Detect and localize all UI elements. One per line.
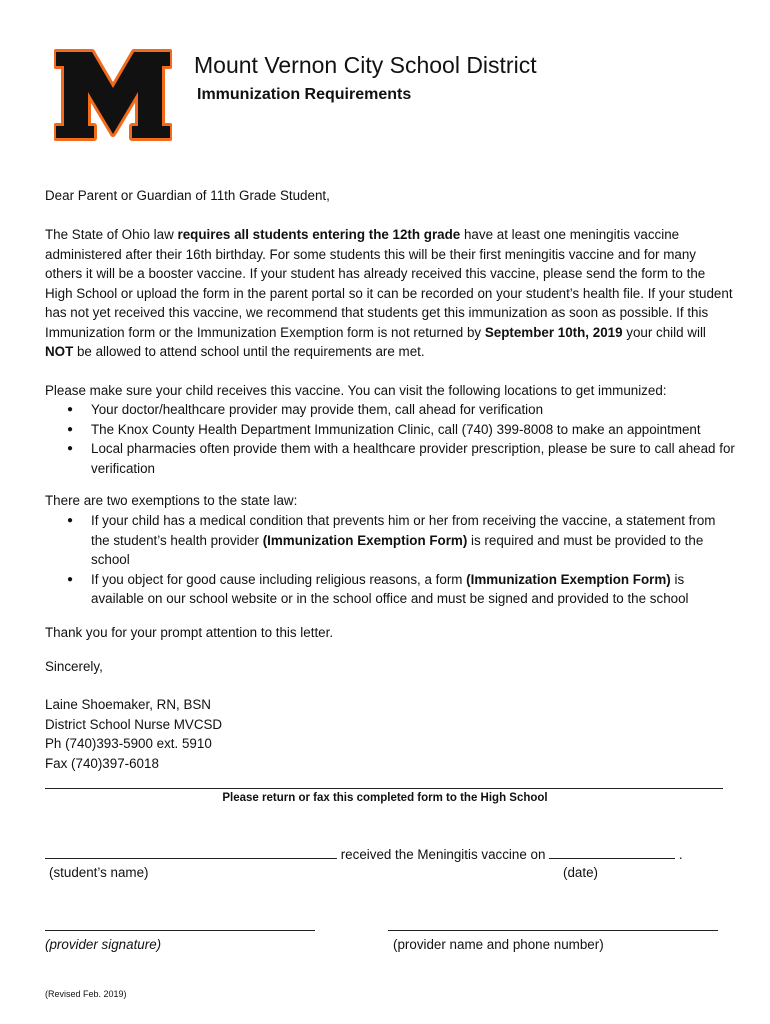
student-name-label: (student’s name) xyxy=(49,865,149,880)
p1-text-a: The State of Ohio law xyxy=(45,227,178,242)
date-label: (date) xyxy=(563,865,598,880)
exemption1-form: (Immunization Exemption Form) xyxy=(262,532,468,548)
signature-block xyxy=(45,695,735,773)
exemptions-intro: There are two exemptions to the state law: xyxy=(45,493,298,508)
school-logo xyxy=(54,46,172,142)
exemption2-text-c: is available on our school website or in the school office and must be signed and provided to the school xyxy=(91,571,689,606)
return-instruction: Please return or fax this completed form to the High School xyxy=(222,792,548,804)
received-text: received the Meningitis vaccine on xyxy=(337,847,550,862)
provider-signature-label xyxy=(45,935,161,955)
list-item: ● The Knox County Health Department Immunization Clinic, call (740) 399-8008 to make an appointment xyxy=(67,420,735,440)
document-subtitle: Immunization Requirements xyxy=(197,86,412,103)
divider xyxy=(45,788,723,789)
nurse-role: District School Nurse MVCSD xyxy=(45,716,223,732)
p1-text-g: be allowed to attend school until the requirements are met. xyxy=(73,344,425,359)
exemption1-text-a: If your child has a medical condition that prevents him or her from receiving the vaccine, a statement from the student’s health provider xyxy=(91,513,716,548)
revised-note: (Revised Feb. 2019) xyxy=(45,989,127,999)
period: . xyxy=(675,847,683,862)
exemption1-text-c: is required and must be provided to the school xyxy=(91,532,704,567)
greeting: Dear Parent or Guardian of 11th Grade Student, xyxy=(45,188,330,203)
district-title: Mount Vernon City School District xyxy=(194,52,537,78)
list-item: ● Local pharmacies often provide them with a healthcare provider prescription, please be sure to call ahead for verification xyxy=(67,439,735,478)
logo-m-letter xyxy=(56,52,170,138)
closing: Sincerely, xyxy=(45,659,103,674)
thanks: Thank you for your prompt attention to this letter. xyxy=(45,625,334,640)
main-paragraph xyxy=(45,225,735,362)
list-item xyxy=(67,570,735,609)
exemption2-form: (Immunization Exemption Form) xyxy=(466,571,671,587)
exemptions-list xyxy=(67,511,735,609)
list-item: ● Your doctor/healthcare provider may provide them, call ahead for verification xyxy=(67,400,735,420)
p1-text-e: your child will xyxy=(622,324,706,340)
date-field[interactable] xyxy=(549,846,675,859)
p1-deadline: September 10th, 2019 xyxy=(484,324,623,340)
provider-name-field[interactable] xyxy=(388,918,718,931)
student-name-field[interactable] xyxy=(45,846,337,859)
nurse-fax: Fax (740)397-6018 xyxy=(45,755,159,771)
provider-name-label: (provider name and phone number) xyxy=(393,937,604,952)
vaccine-received-line xyxy=(45,845,683,865)
p1-text-c: have at least one meningitis vaccine administered after their 16th birthday. For some students this will be their first meningitis vaccine and for many others it will be a booster vaccine. If your student has already received this vaccine, please send the form to the High School or upload the form in the parent portal so it can be recorded on your student’s health file. If your student has not yet received this vaccine, we recommend that students get this immunization as soon as possible. If this Immunization form or the Immunization Exemption form is not returned by xyxy=(45,227,733,340)
locations-list xyxy=(67,400,735,478)
p1-requirement: requires all students entering the 12th grade xyxy=(177,227,461,242)
exemption2-text-a: If you object for good cause including religious reasons, a form xyxy=(91,571,467,587)
locations-intro: Please make sure your child receives this vaccine. You can visit the following locations to get immunized: xyxy=(45,383,667,398)
provider-signature-label-text: (provider signature) xyxy=(45,937,162,952)
nurse-name: Laine Shoemaker, RN, BSN xyxy=(45,697,211,712)
list-item xyxy=(67,511,735,570)
nurse-phone: Ph (740)393-5900 ext. 5910 xyxy=(45,736,212,751)
p1-not: NOT xyxy=(45,344,74,359)
provider-signature-field[interactable] xyxy=(45,918,315,931)
